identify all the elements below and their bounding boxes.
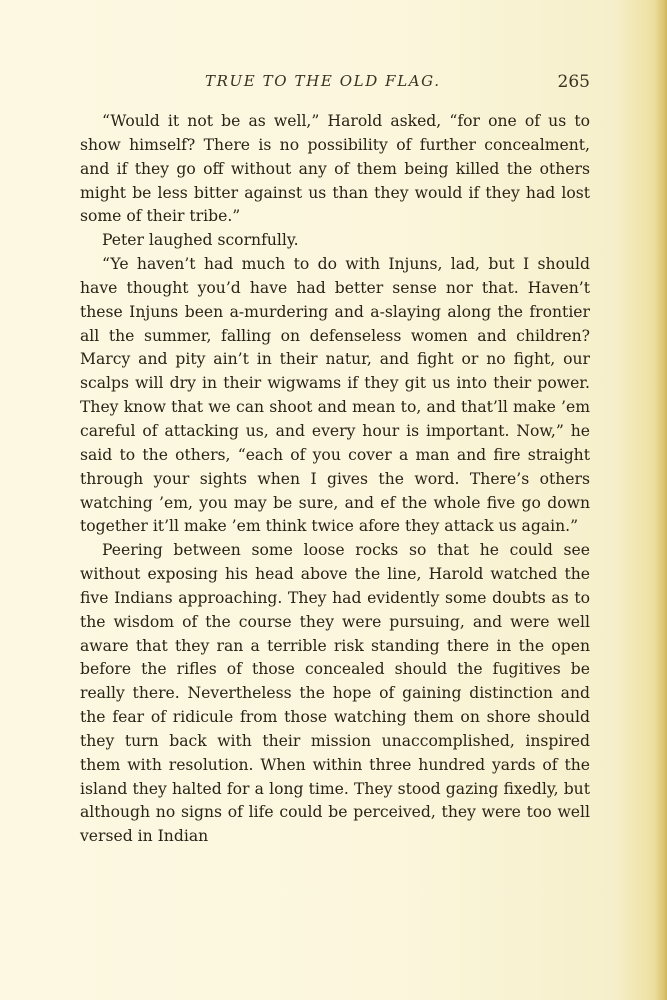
- paragraph: “Would it not be as well,” Harold asked, “for one of us to show himself? There is no possibility of further concealment, and if they go off without any of them being killed the others might be less bitter against us than they would if they had lost some of their tribe.”: [80, 112, 590, 226]
- page-edge-shading: [655, 0, 667, 1000]
- body-text: [80, 110, 590, 849]
- paragraph: Peering between some loose rocks so that he could see without exposing his head above the line, Harold watched the five Indians approaching. They had evidently some doubts as to the wisdom of the course they were pursuing, and were well aware that they ran a terrible risk standing there in the open before the rifles of those concealed should the fugitives be really there. Nevertheless the hope of gaining distinction and the fear of ridicule from those watching them on shore should they turn back with their mission unaccomplished, inspired them with resolution. When within three hundred yards of the island they halted for a long time. They stood gazing fixedly, but although no signs of life could be perceived, they were too well versed in Indian: [80, 541, 590, 846]
- running-title: TRUE TO THE OLD FLAG.: [205, 72, 441, 90]
- page-header: [80, 72, 590, 98]
- paragraph: Peter laughed scornfully.: [102, 231, 299, 250]
- page-number: 265: [557, 72, 590, 92]
- paragraph: “Ye haven’t had much to do with Injuns, lad, but I should have thought you’d have had better sense nor that. Haven’t these Injuns been a-murdering and a-slaying along the frontier all the summer, falling on defenseless women and children? Marcy and pity ain’t in their natur, and fight or no fight, our scalps will dry in their wigwams if they git us into their power. They know that we can shoot and mean to, and that’ll make ’em careful of attacking us, and every hour is important. Now,” he said to the others, “each of you cover a man and fire straight through your sights when I gives the word. There’s others watching ’em, you may be sure, and ef the whole five go down together it’ll make ’em think twice afore they attack us again.”: [80, 255, 590, 536]
